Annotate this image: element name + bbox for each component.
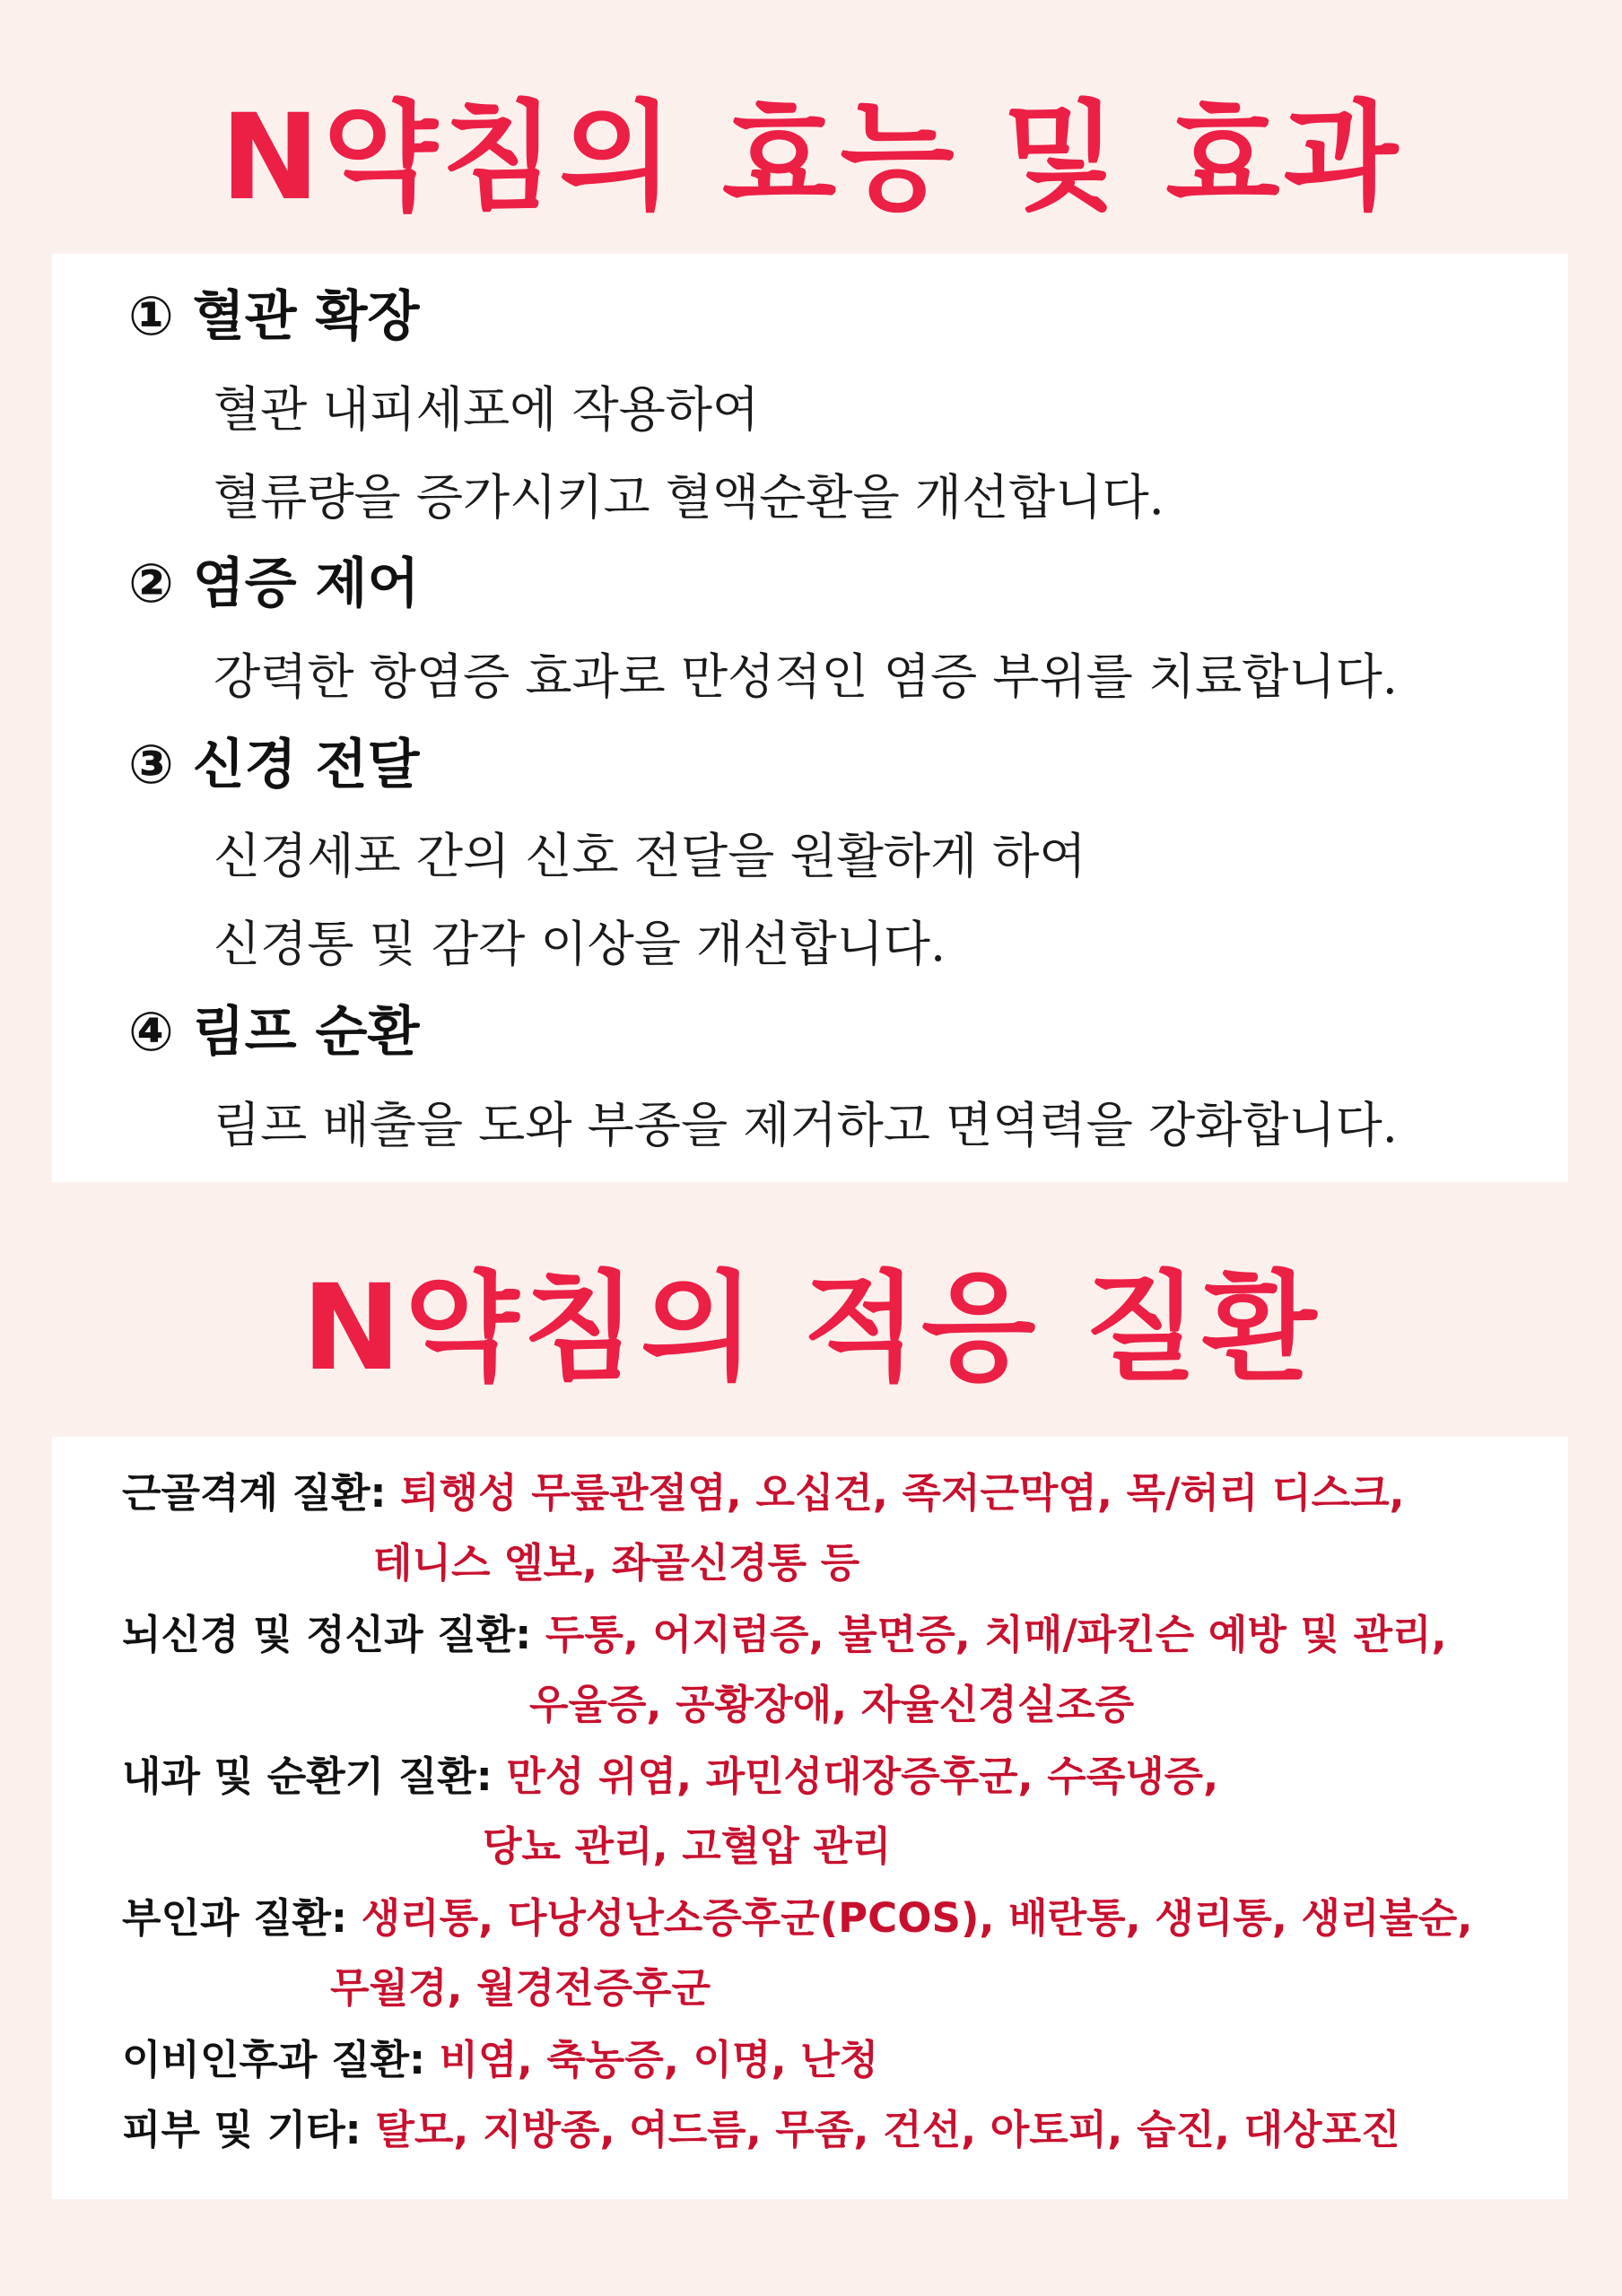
efficacy-heading-3: ③ 신경 전달: [128, 734, 420, 796]
disease-row-gynecology-cont: [330, 1964, 711, 2012]
disease-row-musculoskeletal: [122, 1469, 1405, 1517]
efficacy-line-4-1: 림프 배출을 도와 부종을 제거하고 면역력을 강화합니다.: [214, 1097, 1398, 1153]
disease-list: 퇴행성 무릎관절염, 오십견, 족저근막염, 목/허리 디스크,: [400, 1469, 1405, 1517]
disease-list: 두통, 어지럼증, 불면증, 치매/파킨슨 예방 및 관리,: [545, 1611, 1447, 1658]
efficacy-heading-4: ④ 림프 순환: [128, 1001, 420, 1064]
indications-box: [52, 1437, 1568, 2199]
indications-title: N약침의 적응 질환: [301, 1259, 1321, 1397]
disease-category-label: 이비인후과 질환:: [122, 2036, 440, 2083]
disease-row-neuro-cont: [529, 1681, 1135, 1728]
disease-list: 당뇨 관리, 고혈압 관리: [483, 1822, 892, 1870]
disease-category-label: 뇌신경 및 정신과 질환:: [122, 1611, 545, 1658]
disease-row-skin: [122, 2106, 1400, 2153]
disease-row-internal: [122, 1752, 1219, 1800]
disease-list: 탈모, 지방종, 여드름, 무좀, 건선, 아토피, 습진, 대상포진: [375, 2106, 1400, 2153]
disease-row-internal-cont: [483, 1822, 892, 1870]
disease-row-ent: [122, 2036, 879, 2083]
efficacy-box: [52, 254, 1568, 1182]
disease-list: 무월경, 월경전증후군: [330, 1964, 711, 2012]
efficacy-line-3-1: 신경세포 간의 신호 전달을 원활하게 하여: [214, 828, 1086, 884]
disease-category-label: 부인과 질환:: [122, 1894, 362, 1942]
disease-category-label: 피부 및 기타:: [122, 2106, 376, 2153]
disease-row-gynecology: [122, 1894, 1473, 1942]
disease-category-label: 근골격계 질환:: [122, 1469, 401, 1517]
disease-category-label: 내과 및 순환기 질환:: [122, 1752, 507, 1800]
efficacy-line-2-1: 강력한 항염증 효과로 만성적인 염증 부위를 치료합니다.: [214, 648, 1398, 705]
efficacy-title: N약침의 효능 및 효과: [220, 89, 1402, 227]
disease-list: 생리통, 다낭성난소증후군(PCOS), 배란통, 생리통, 생리불순,: [361, 1894, 1473, 1942]
efficacy-heading-2: ② 염증 제어: [128, 552, 420, 615]
disease-list: 비염, 축농증, 이명, 난청: [439, 2036, 879, 2083]
efficacy-line-1-1: 혈관 내피세포에 작용하여: [214, 381, 760, 438]
disease-row-neuro: [122, 1611, 1447, 1658]
disease-list: 우울증, 공황장애, 자율신경실조증: [529, 1681, 1135, 1728]
efficacy-heading-1: ① 혈관 확장: [128, 285, 420, 348]
efficacy-line-3-2: 신경통 및 감각 이상을 개선합니다.: [214, 916, 946, 972]
disease-row-musculoskeletal-cont: [373, 1539, 860, 1587]
disease-list: 만성 위염, 과민성대장증후군, 수족냉증,: [506, 1752, 1219, 1800]
efficacy-line-1-2: 혈류량을 증가시키고 혈액순환을 개선합니다.: [214, 469, 1164, 526]
disease-list: 테니스 엘보, 좌골신경통 등: [373, 1539, 860, 1587]
